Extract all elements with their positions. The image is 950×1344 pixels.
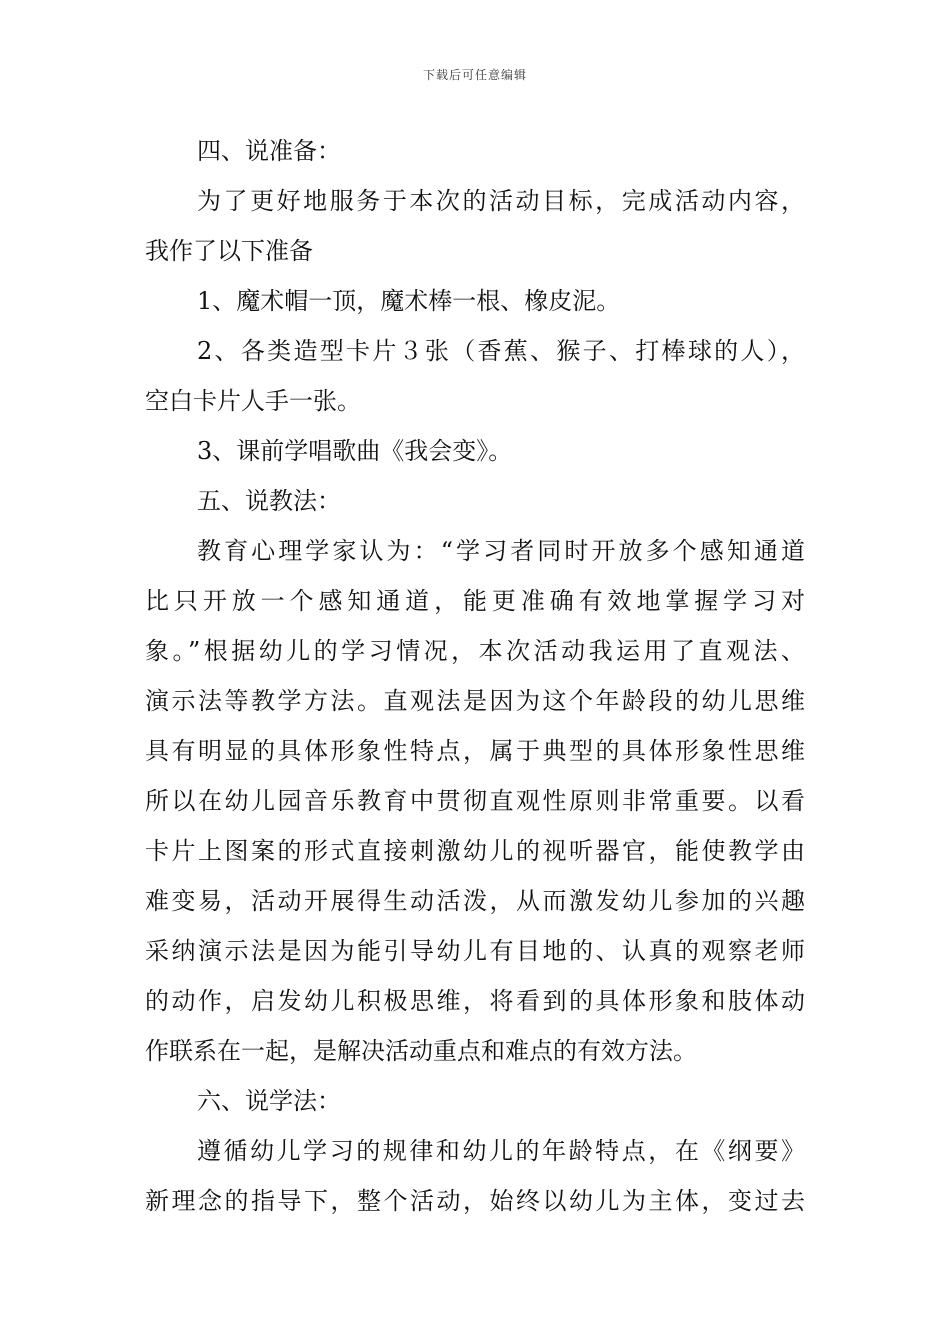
text-line: 2、各类造型卡片３张（香蕉、猴子、打棒球的人）， xyxy=(197,337,805,365)
text-line: 四、说准备： xyxy=(197,137,341,165)
text-line: 作联系在一起，是解决活动重点和难点的有效方法。 xyxy=(145,1037,697,1065)
text-line: 采纳演示法是因为能引导幼儿有目地的、认真的观察老师 xyxy=(145,937,805,965)
text-line: 演示法等教学方法。直观法是因为这个年龄段的幼儿思维 xyxy=(145,687,805,715)
text-line: 难变易，活动开展得生动活泼，从而激发幼儿参加的兴趣 xyxy=(145,887,805,915)
text-line: 六、说学法： xyxy=(197,1087,341,1115)
text-line: 教育心理学家认为：“学习者同时开放多个感知通道 xyxy=(197,537,805,565)
text-line: 的动作，启发幼儿积极思维，将看到的具体形象和肢体动 xyxy=(145,987,805,1015)
text-line: 象。”根据幼儿的学习情况，本次活动我运用了直观法、 xyxy=(145,637,805,665)
text-line: 1、魔术帽一顶，魔术棒一根、橡皮泥。 xyxy=(197,287,621,315)
text-line: 卡片上图案的形式直接刺激幼儿的视听器官，能使教学由 xyxy=(145,837,805,865)
text-line: 3、课前学唱歌曲《我会变》。 xyxy=(197,437,513,465)
text-line: 比只开放一个感知通道，能更准确有效地掌握学习对 xyxy=(145,587,805,615)
text-line: 我作了以下准备 xyxy=(145,237,313,265)
document-body xyxy=(145,126,805,1226)
text-line: 遵循幼儿学习的规律和幼儿的年龄特点，在《纲要》 xyxy=(197,1137,805,1165)
text-line: 新理念的指导下，整个活动，始终以幼儿为主体，变过去 xyxy=(145,1187,805,1215)
text-line: 五、说教法： xyxy=(197,487,341,515)
text-line: 所以在幼儿园音乐教育中贯彻直观性原则非常重要。以看 xyxy=(145,787,805,815)
text-line: 空白卡片人手一张。 xyxy=(145,387,361,415)
page-header-note: 下载后可任意编辑 xyxy=(422,68,527,82)
text-line: 为了更好地服务于本次的活动目标，完成活动内容， xyxy=(197,187,805,215)
text-line: 具有明显的具体形象性特点，属于典型的具体形象性思维 xyxy=(145,737,805,765)
